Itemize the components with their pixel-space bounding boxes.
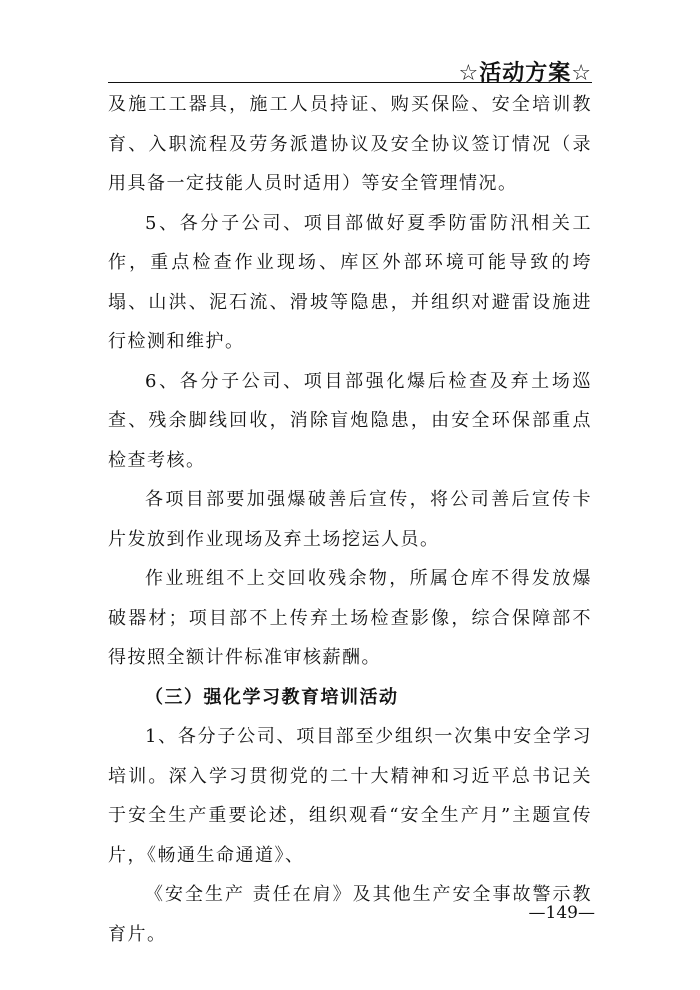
paragraph-publicity: 各项目部要加强爆破善后宣传，将公司善后宣传卡片发放到作业现场及弃土场挖运人员。 bbox=[108, 489, 592, 550]
paragraph-item-6: 6、各分子公司、项目部强化爆后检查及弃土场巡查、残余脚线回收，消除盲炮隐患，由安全环保部重点检查考核。 bbox=[108, 370, 592, 471]
paragraph-training-2: 《安全生产 责任在肩》及其他生产安全事故警示教育片。 bbox=[108, 884, 592, 945]
section-heading: （三）强化学习教育培训活动 bbox=[145, 686, 399, 708]
paragraph-penalty: 作业班组不上交回收残余物，所属仓库不得发放爆破器材；项目部不上传弃土场检查影像，综合保障部不得按照全额计件标准审核薪酬。 bbox=[108, 568, 592, 668]
paragraph-training-1: 1、各分子公司、项目部至少组织一次集中安全学习培训。深入学习贯彻党的二十大精神和习近平总书记关于安全生产重要论述，组织观看“安全生产月”主题宣传片，《畅通生命通道》、 bbox=[108, 726, 592, 866]
document-body bbox=[108, 85, 592, 954]
page-header-title: ☆活动方案☆ bbox=[458, 61, 592, 86]
paragraph-continued: 及施工工器具，施工人员持证、购买保险、安全培训教育、入职流程及劳务派遣协议及安全协议签订情况（录用具备一定技能人员时适用）等安全管理情况。 bbox=[108, 94, 592, 194]
page-number: —149— bbox=[528, 903, 595, 923]
header-divider bbox=[108, 82, 592, 83]
paragraph-item-5: 5、各分子公司、项目部做好夏季防雷防汛相关工作，重点检查作业现场、库区外部环境可能导致的垮塌、山洪、泥石流、滑坡等隐患，并组织对避雷设施进行检测和维护。 bbox=[108, 212, 592, 352]
